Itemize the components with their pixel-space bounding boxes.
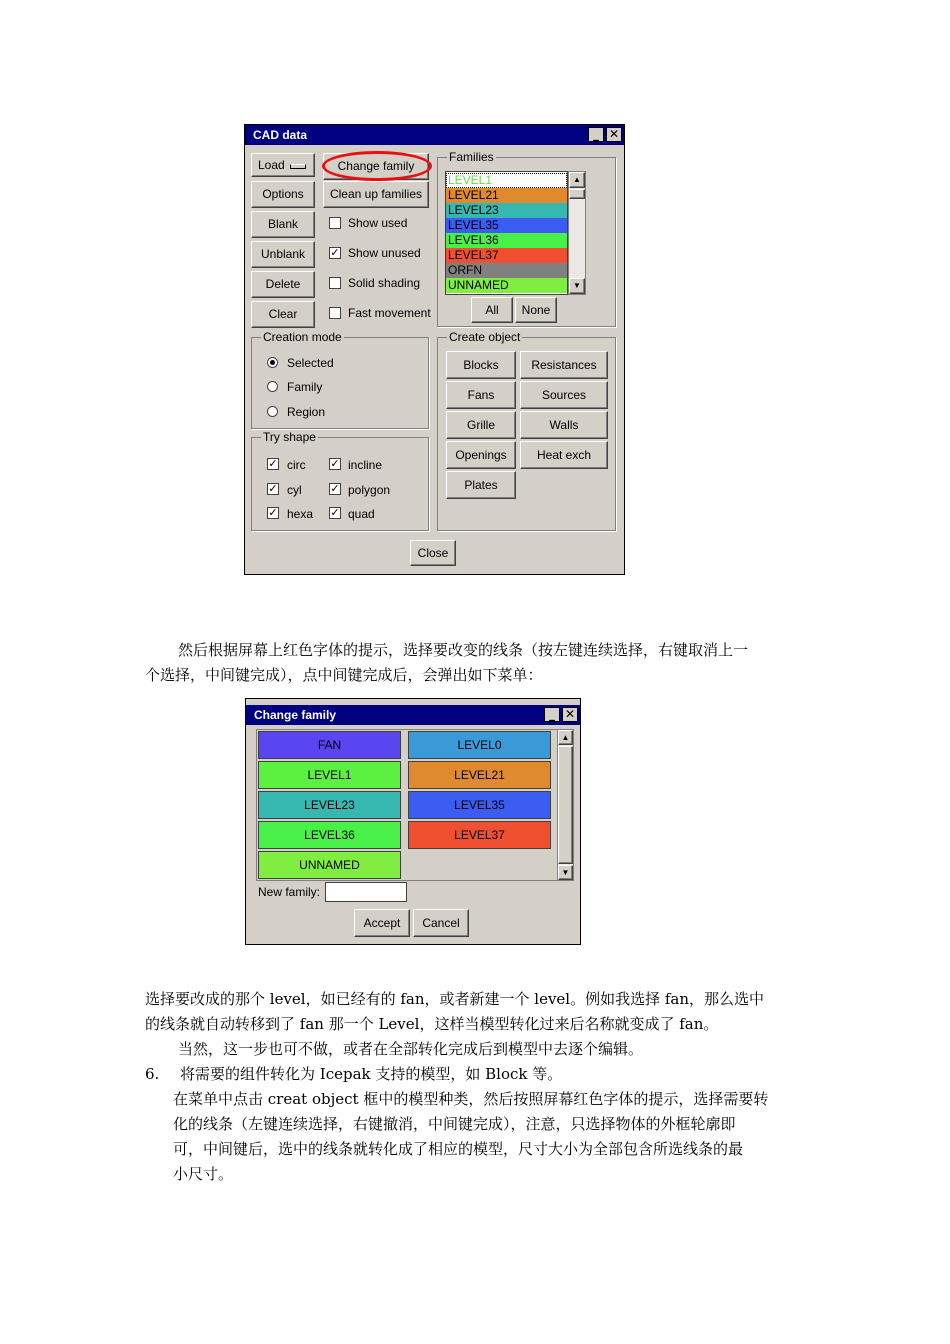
scroll-thumb[interactable] <box>558 746 573 864</box>
family-item[interactable]: UNNAMED <box>446 278 567 293</box>
family-radio[interactable] <box>267 381 278 392</box>
options-button[interactable] <box>251 181 315 208</box>
heat-exch-button[interactable] <box>520 441 608 469</box>
new-family-label: New family: <box>258 885 321 899</box>
family-item[interactable]: LEVEL21 <box>446 188 567 203</box>
family-cell-unnamed[interactable]: UNNAMED <box>258 851 401 879</box>
unblank-button[interactable] <box>251 241 315 268</box>
paragraph-1-line-1: 然后根据屏幕上红色字体的提示，选择要改变的线条（按左键连续选择，右键取消上一 <box>178 641 749 659</box>
show-used-label: Show used <box>348 216 408 230</box>
dropdown-indicator-icon <box>290 164 306 169</box>
quad-label: quad <box>348 507 375 521</box>
family-item[interactable]: LEVEL35 <box>446 218 567 233</box>
close-button[interactable] <box>410 540 456 566</box>
circ-checkbox[interactable]: ✓ <box>268 457 278 470</box>
fans-label: Fans <box>467 388 495 402</box>
family-cell-level1[interactable]: LEVEL1 <box>258 761 401 789</box>
paragraph-4-line-2: 化的线条（左键连续选择，右键撤消，中间键完成），注意，只选择物体的外框轮廓即 <box>173 1115 736 1133</box>
load-button[interactable] <box>251 153 315 177</box>
item-6-text: 将需要的组件转化为 Icepak 支持的模型，如 Block 等。 <box>180 1065 563 1083</box>
family-item[interactable]: LEVEL23 <box>446 203 567 218</box>
close-label: Close <box>417 546 449 560</box>
none-label: None <box>521 303 551 317</box>
blank-button[interactable] <box>251 211 315 238</box>
paragraph-3: 当然，这一步也可不做，或者在全部转化完成后到模型中去逐个编辑。 <box>178 1040 644 1058</box>
create-object-label: Create object <box>449 330 521 344</box>
load-label: Load <box>258 158 285 172</box>
family-cell-level21[interactable]: LEVEL21 <box>408 761 551 789</box>
openings-label: Openings <box>455 448 507 462</box>
fans-button[interactable] <box>446 381 516 409</box>
change-family-title: Change family <box>246 705 580 725</box>
region-radio-label: Region <box>287 405 326 419</box>
paragraph-4-line-1: 在菜单中点击 creat object 框中的模型种类，然后按照屏幕红色字体的提示，选择需要转 <box>173 1090 769 1108</box>
new-family-input[interactable] <box>325 882 407 902</box>
cyl-checkbox[interactable]: ✓ <box>268 482 278 495</box>
plates-button[interactable] <box>446 471 516 499</box>
openings-button[interactable] <box>446 441 516 469</box>
circ-label: circ <box>287 458 306 472</box>
family-grid <box>256 729 561 881</box>
cancel-button[interactable] <box>413 909 469 937</box>
polygon-label: polygon <box>348 483 391 497</box>
all-button[interactable] <box>471 297 513 323</box>
item-6-number: 6. <box>145 1065 160 1083</box>
scroll-up-button[interactable]: ▲ <box>558 730 573 745</box>
cad-data-window <box>244 124 625 575</box>
resistances-button[interactable] <box>520 351 608 379</box>
paragraph-1-line-2: 个选择，中间键完成），点中间键完成后，会弹出如下菜单： <box>145 666 543 684</box>
walls-button[interactable] <box>520 411 608 439</box>
family-cell-level35[interactable]: LEVEL35 <box>408 791 551 819</box>
sources-button[interactable] <box>520 381 608 409</box>
all-label: All <box>485 303 499 317</box>
family-radio-label: Family <box>287 380 323 394</box>
heat-exch-label: Heat exch <box>536 448 592 462</box>
solid-shading-label: Solid shading <box>348 276 421 290</box>
change-family-window <box>245 698 581 945</box>
unblank-label: Unblank <box>260 247 306 261</box>
solid-shading-checkbox[interactable] <box>329 277 341 289</box>
family-cell-level36[interactable]: LEVEL36 <box>258 821 401 849</box>
fast-movement-checkbox[interactable] <box>329 307 341 319</box>
family-item[interactable]: LEVEL36 <box>446 233 567 248</box>
close-x-button[interactable]: ✕ <box>562 707 578 722</box>
show-used-checkbox[interactable] <box>329 217 341 229</box>
hexa-label: hexa <box>287 507 314 521</box>
family-item[interactable]: LEVEL1 <box>446 173 567 188</box>
minimize-button[interactable]: _ <box>544 707 560 722</box>
region-radio[interactable] <box>267 406 278 417</box>
sources-label: Sources <box>541 388 587 402</box>
family-cell-fan[interactable]: FAN <box>258 731 401 759</box>
delete-button[interactable] <box>251 271 315 298</box>
change-family-label: Change family <box>337 159 415 173</box>
blank-label: Blank <box>267 217 299 231</box>
grille-label: Grille <box>466 418 495 432</box>
creation-mode-group <box>251 337 429 429</box>
blocks-label: Blocks <box>463 358 499 372</box>
paragraph-4-line-3: 可，中间键后，选中的线条就转化成了相应的模型，尺寸大小为全部包含所选线条的最 <box>173 1140 744 1158</box>
resistances-label: Resistances <box>531 358 597 372</box>
scroll-down-button[interactable]: ▼ <box>569 278 585 294</box>
incline-label: incline <box>348 458 383 472</box>
walls-label: Walls <box>549 418 579 432</box>
polygon-checkbox[interactable]: ✓ <box>330 482 340 495</box>
family-item[interactable]: ORFN <box>446 263 567 278</box>
red-highlight-ellipse <box>322 151 432 181</box>
families-group-label: Families <box>449 150 494 164</box>
clear-button[interactable] <box>251 301 315 328</box>
family-item[interactable]: LEVEL37 <box>446 248 567 263</box>
family-cell-level0[interactable]: LEVEL0 <box>408 731 551 759</box>
families-list[interactable] <box>445 171 568 295</box>
cyl-label: cyl <box>287 483 302 497</box>
grille-button[interactable] <box>446 411 516 439</box>
cad-data-title: CAD data <box>245 125 624 145</box>
fast-movement-label: Fast movement <box>348 306 431 320</box>
quad-checkbox[interactable]: ✓ <box>330 506 340 519</box>
try-shape-label: Try shape <box>263 430 316 444</box>
hexa-checkbox[interactable]: ✓ <box>268 506 278 519</box>
show-unused-checkbox[interactable]: ✓ <box>330 246 340 259</box>
none-button[interactable] <box>515 297 557 323</box>
clean-up-families-button[interactable] <box>323 181 429 208</box>
cancel-label: Cancel <box>422 916 460 930</box>
accept-button[interactable] <box>354 909 410 937</box>
accept-label: Accept <box>363 916 401 930</box>
family-cell-level37[interactable]: LEVEL37 <box>408 821 551 849</box>
selected-radio[interactable] <box>267 357 278 368</box>
scroll-thumb[interactable] <box>569 189 585 199</box>
plates-label: Plates <box>464 478 498 492</box>
creation-mode-label: Creation mode <box>263 330 342 344</box>
delete-label: Delete <box>265 277 301 291</box>
incline-checkbox[interactable]: ✓ <box>330 457 340 470</box>
scroll-down-button[interactable]: ▼ <box>558 865 573 880</box>
options-label: Options <box>262 187 304 201</box>
paragraph-2-line-1: 选择要改成的那个 level，如已经有的 fan，或者新建一个 level。例如我选择 fan，那么选中 <box>145 990 765 1008</box>
family-cell-level23[interactable]: LEVEL23 <box>258 791 401 819</box>
selected-radio-label: Selected <box>287 356 334 370</box>
clear-label: Clear <box>268 307 298 321</box>
close-x-button[interactable]: ✕ <box>606 127 622 142</box>
paragraph-2-line-2: 的线条就自动转移到了 fan 那一个 Level，这样当模型转化过来后名称就变成了 fan。 <box>145 1015 719 1033</box>
family-grid-scrollbar[interactable] <box>557 729 574 881</box>
clean-up-label: Clean up families <box>329 187 423 201</box>
blocks-button[interactable] <box>446 351 516 379</box>
scroll-up-button[interactable]: ▲ <box>569 172 585 188</box>
minimize-button[interactable]: _ <box>588 127 604 142</box>
families-scrollbar[interactable] <box>568 171 586 295</box>
show-unused-label: Show unused <box>348 246 421 260</box>
paragraph-4-line-4: 小尺寸。 <box>173 1165 234 1183</box>
